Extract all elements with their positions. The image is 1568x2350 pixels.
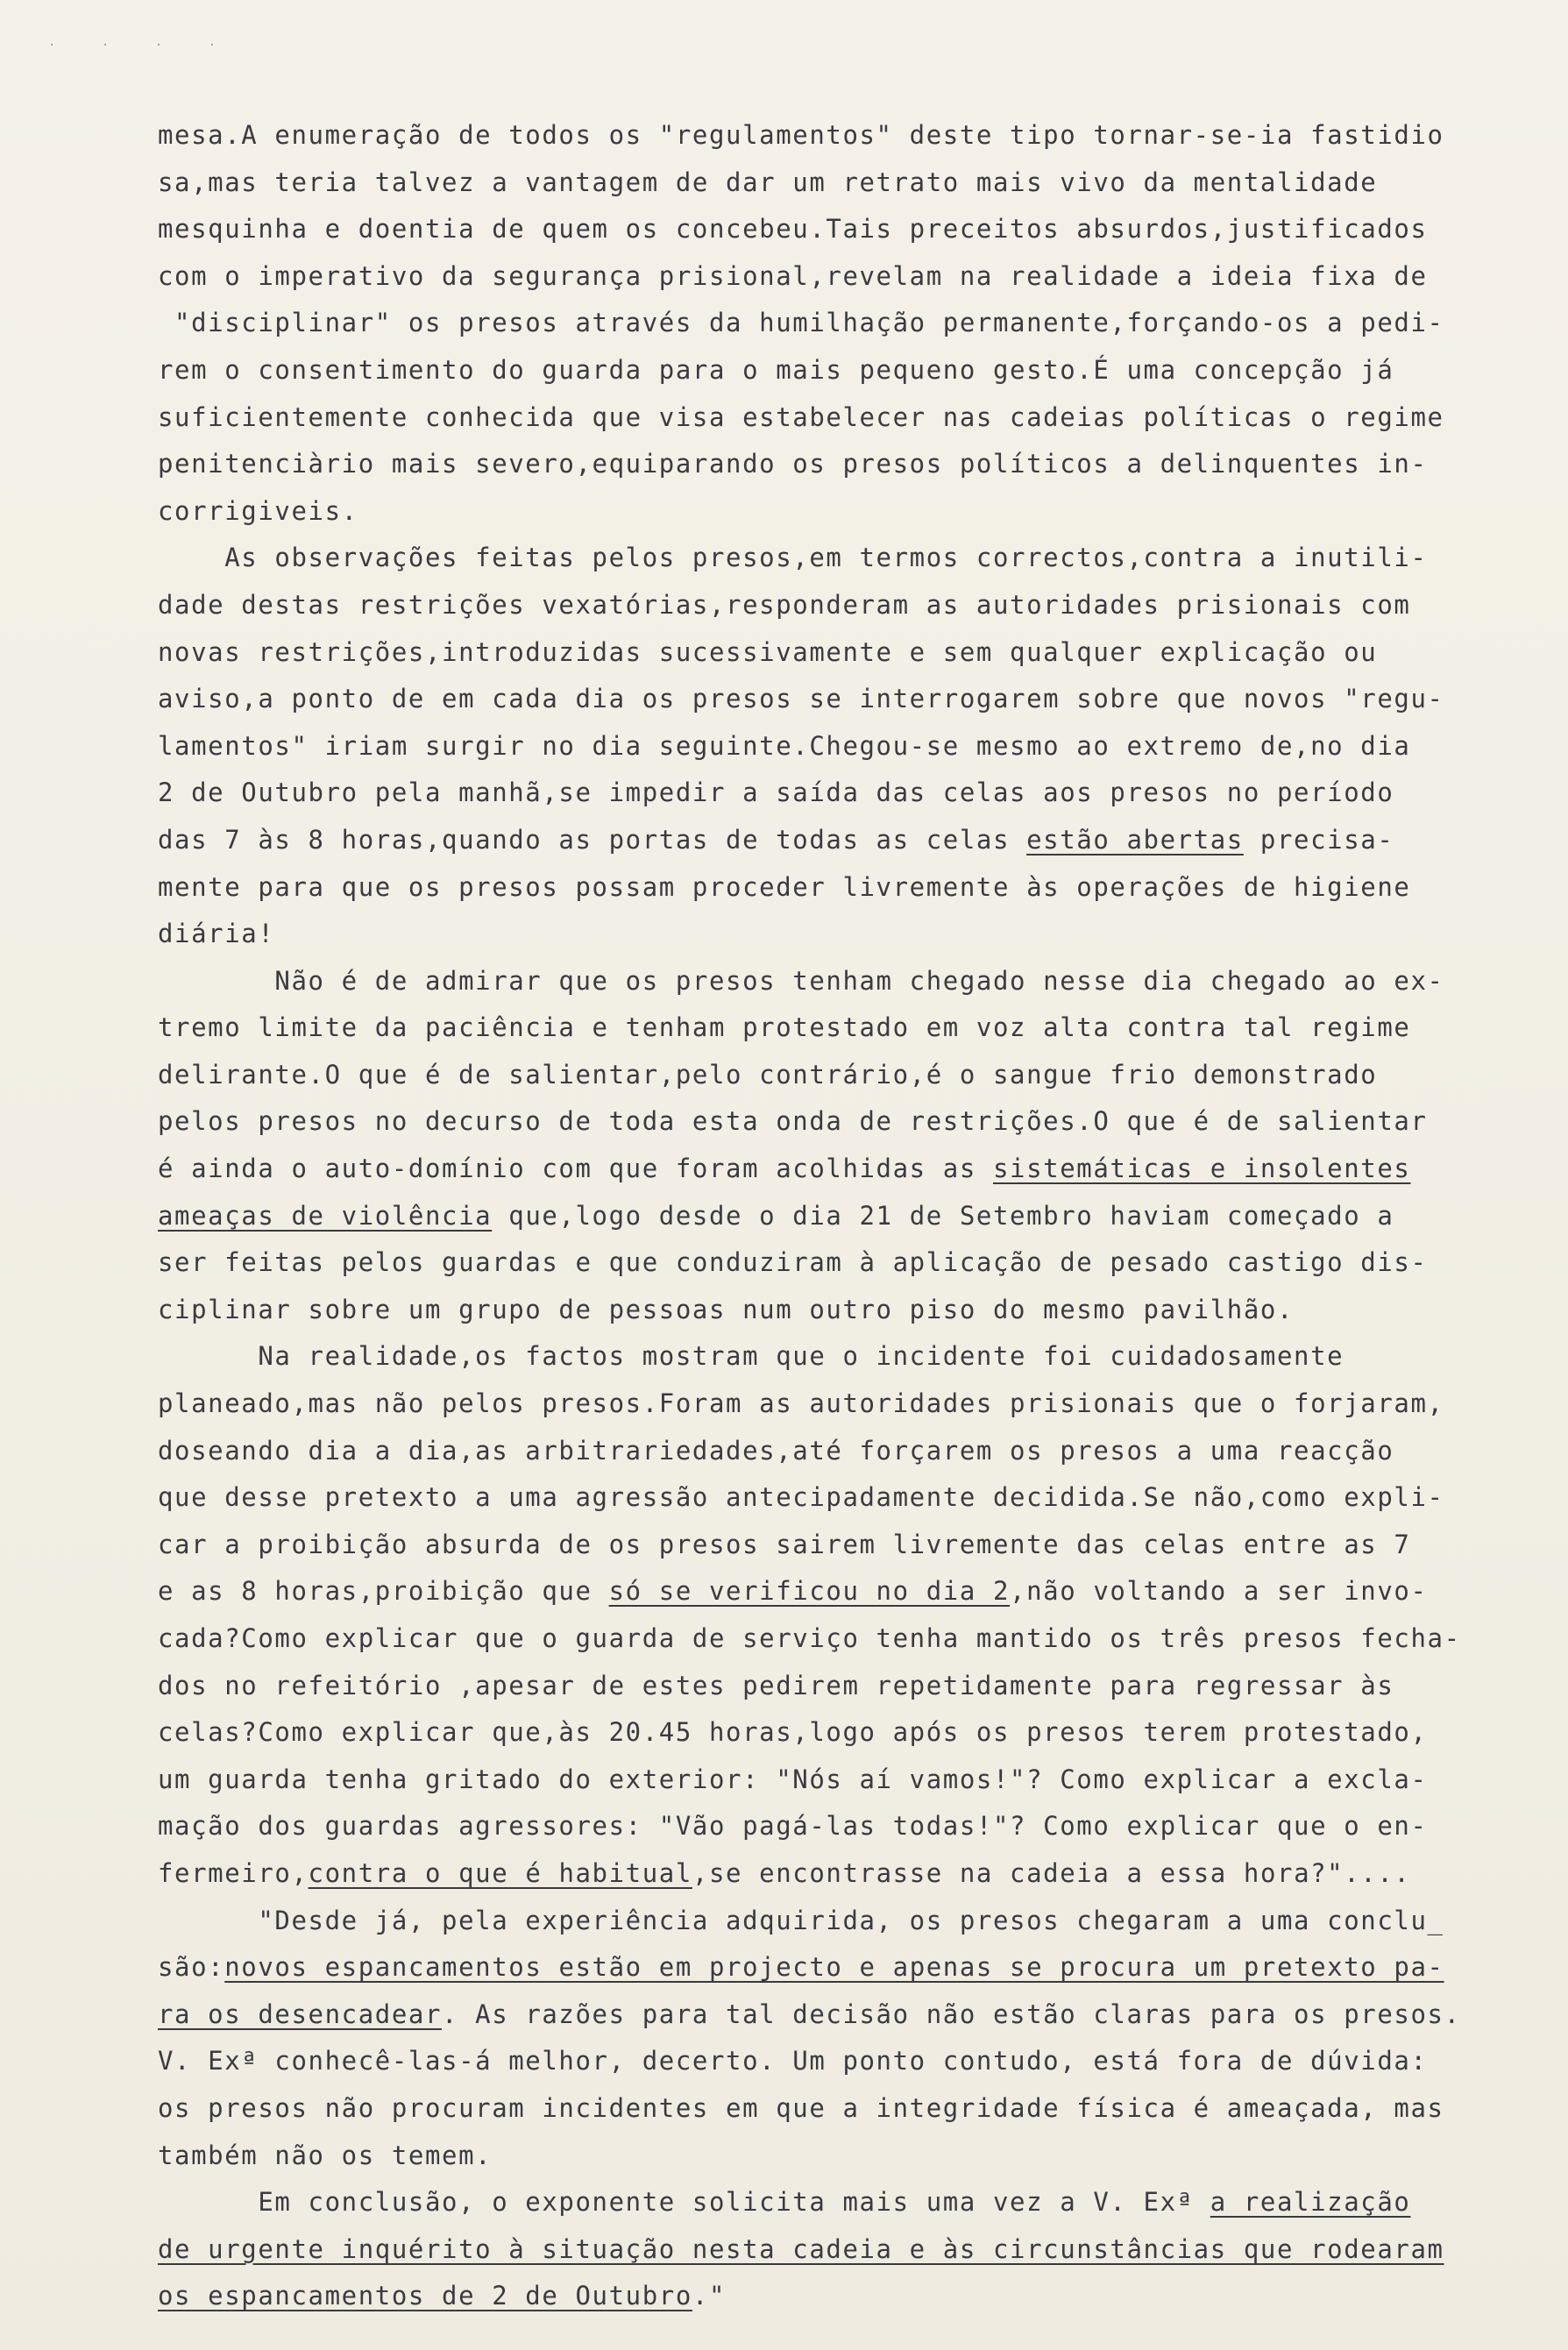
text-segment: mação dos guardas agressores: "Vão pagá-las todas!"? Como explicar que o en-	[158, 1811, 1428, 1842]
text-segment: precisa-	[1243, 824, 1394, 855]
text-segment: "Desde já, pela experiência adquirida, os presos chegaram a uma conclu_	[158, 1905, 1444, 1935]
text-line	[158, 1615, 1490, 1663]
text-line	[158, 1146, 1490, 1193]
text-line	[158, 300, 1490, 347]
text-line	[158, 1709, 1490, 1757]
underlined-text: ra os desencadear	[158, 1999, 443, 2029]
text-line	[158, 1898, 1490, 1945]
text-line	[158, 629, 1490, 677]
text-line	[158, 723, 1490, 770]
text-line	[158, 1944, 1490, 1991]
text-line	[158, 1287, 1490, 1334]
text-segment: das 7 às 8 horas,quando as portas de todas as celas	[158, 824, 1027, 855]
text-segment: delirante.O que é de salientar,pelo contrário,é o sangue frio demonstrado	[158, 1059, 1378, 1090]
text-line	[158, 160, 1490, 207]
underlined-text: contra o que é habitual	[308, 1857, 692, 1888]
paragraph	[158, 2179, 1490, 2320]
text-line	[158, 535, 1490, 582]
text-segment: penitenciàrio mais severo,equiparando os presos políticos a delinquentes in-	[158, 449, 1428, 479]
text-segment: ser feitas pelos guardas e que conduziram à aplicação de pesado castigo dis-	[158, 1247, 1428, 1278]
text-segment: sa,mas teria talvez a vantagem de dar um retrato mais vivo da mentalidade	[158, 167, 1378, 197]
text-segment: que desse pretexto a uma agressão antecipadamente decidida.Se não,como expli-	[158, 1482, 1444, 1513]
paragraph	[158, 112, 1490, 535]
text-segment: pelos presos no decurso de toda esta onda de restrições.O que é de salientar	[158, 1106, 1428, 1137]
text-segment: corrigiveis.	[158, 495, 358, 526]
text-segment: os presos não procuram incidentes em que a integridade física é ameaçada, mas	[158, 2092, 1444, 2123]
paragraph	[158, 1898, 1490, 2180]
text-segment: lamentos" iriam surgir no dia seguinte.Chegou-se mesmo ao extremo de,no dia	[158, 730, 1411, 761]
text-line	[158, 2226, 1490, 2274]
text-segment: ciplinar sobre um grupo de pessoas num outro piso do mesmo pavilhão.	[158, 1294, 1295, 1324]
text-segment: fermeiro,	[158, 1857, 309, 1888]
paragraph	[158, 1333, 1490, 1897]
text-segment: que,logo desde o dia 21 de Setembro haviam começado a	[492, 1200, 1394, 1231]
underlined-text: novos espancamentos estão em projecto e apenas se procura um pretexto pa-	[224, 1952, 1444, 1983]
text-line	[158, 1193, 1490, 1240]
text-segment: Em conclusão, o exponente solicita mais uma vez a V. Exª	[158, 2187, 1210, 2218]
text-segment: ."	[692, 2281, 727, 2311]
text-segment: Na realidade,os factos mostram que o incidente foi cuidadosamente	[158, 1341, 1345, 1372]
text-line	[158, 1333, 1490, 1381]
text-line	[158, 1474, 1490, 1522]
text-line	[158, 488, 1490, 536]
text-line	[158, 1568, 1490, 1615]
text-line	[158, 1381, 1490, 1428]
text-line	[158, 958, 1490, 1005]
text-segment: dos no refeitório ,apesar de estes pedirem repetidamente para regressar às	[158, 1670, 1394, 1700]
text-line	[158, 1991, 1490, 2039]
typed-letter-body	[158, 112, 1490, 2320]
text-segment: dade destas restrições vexatórias,responderam as autoridades prisionais com	[158, 589, 1411, 620]
underlined-text: estão abertas	[1026, 824, 1244, 855]
text-segment: 2 de Outubro pela manhã,se impedir a saída das celas aos presos no período	[158, 777, 1394, 808]
text-line	[158, 676, 1490, 723]
text-segment: e as 8 horas,proibição que	[158, 1576, 609, 1607]
text-segment: . As razões para tal decisão não estão claras para os presos.	[442, 1999, 1461, 2029]
text-line	[158, 770, 1490, 817]
text-segment: doseando dia a dia,as arbitrariedades,até forçarem os presos a uma reacção	[158, 1435, 1394, 1466]
text-segment: também não os temem.	[158, 2140, 493, 2170]
text-line	[158, 864, 1490, 912]
text-segment: são:	[158, 1952, 225, 1983]
text-line	[158, 2038, 1490, 2085]
text-line	[158, 394, 1490, 442]
text-line	[158, 1005, 1490, 1052]
text-segment: V. Exª conhecê-las-á melhor, decerto. Um ponto contudo, está fora de dúvida:	[158, 2046, 1428, 2077]
text-segment: Não é de admirar que os presos tenham chegado nesse dia chegado ao ex-	[158, 965, 1444, 996]
text-segment: ,não voltando a ser invo-	[1010, 1576, 1428, 1607]
text-segment: ,se encontrasse na cadeia a essa hora?"....	[692, 1857, 1411, 1888]
text-line	[158, 817, 1490, 864]
text-segment: "disciplinar" os presos através da humilhação permanente,forçando-os a pedi-	[158, 308, 1444, 338]
text-segment: com o imperativo da segurança prisional,revelam na realidade a ideia fixa de	[158, 260, 1428, 291]
text-line	[158, 1522, 1490, 1569]
text-line	[158, 206, 1490, 253]
text-segment: diária!	[158, 919, 275, 949]
text-segment: planeado,mas não pelos presos.Foram as autoridades prisionais que o forjaram,	[158, 1388, 1444, 1419]
text-segment: novas restrições,introduzidas sucessivamente e sem qualquer explicação ou	[158, 636, 1378, 667]
text-segment: aviso,a ponto de em cada dia os presos se interrogarem sobre que novos "regu-	[158, 684, 1444, 714]
text-line	[158, 1663, 1490, 1710]
text-segment: rem o consentimento do guarda para o mais pequeno gesto.É uma concepção já	[158, 354, 1394, 385]
text-segment: cada?Como explicar que o guarda de serviço tenha mantido os três presos fecha-	[158, 1623, 1461, 1653]
text-line	[158, 441, 1490, 488]
text-segment: suficientemente conhecida que visa estabelecer nas cadeias políticas o regime	[158, 401, 1444, 432]
text-line	[158, 1803, 1490, 1850]
text-line	[158, 1757, 1490, 1804]
text-segment: mesquinha e doentia de quem os concebeu.Tais preceitos absurdos,justificados	[158, 214, 1428, 245]
text-segment: mente para que os presos possam proceder livremente às operações de higiene	[158, 871, 1411, 902]
text-line	[158, 1239, 1490, 1287]
text-line	[158, 2273, 1490, 2320]
text-line	[158, 911, 1490, 958]
text-line	[158, 1052, 1490, 1099]
text-segment: tremo limite da paciência e tenham protestado em voz alta contra tal regime	[158, 1012, 1411, 1043]
text-line	[158, 112, 1490, 160]
text-line	[158, 1850, 1490, 1898]
text-segment: As observações feitas pelos presos,em termos correctos,contra a inutili-	[158, 543, 1428, 573]
underlined-text: ameaças de violência	[158, 1200, 493, 1231]
text-segment: é ainda o auto-domínio com que foram acolhidas as	[158, 1154, 993, 1184]
paragraph	[158, 958, 1490, 1334]
underlined-text: só se verificou no dia 2	[608, 1576, 1011, 1607]
text-segment: um guarda tenha gritado do exterior: "Nós aí vamos!"? Como explicar a excla-	[158, 1764, 1428, 1794]
text-line	[158, 2085, 1490, 2133]
text-segment: mesa.A enumeração de todos os "regulamentos" deste tipo tornar-se-ia fastidio	[158, 120, 1444, 150]
text-line	[158, 2179, 1490, 2226]
text-line	[158, 582, 1490, 629]
text-segment: celas?Como explicar que,às 20.45 horas,logo após os presos terem protestado,	[158, 1717, 1428, 1748]
underlined-text: os espancamentos de 2 de Outubro	[158, 2281, 692, 2311]
text-line	[158, 253, 1490, 301]
text-line	[158, 1428, 1490, 1475]
underlined-text: de urgente inquérito à situação nesta cadeia e às circunstâncias que rodearam	[158, 2233, 1444, 2264]
corner-marks: . . . .	[48, 35, 236, 49]
text-line	[158, 2133, 1490, 2180]
underlined-text: a realização	[1210, 2187, 1411, 2218]
text-line	[158, 347, 1490, 394]
text-segment: car a proibição absurda de os presos sairem livremente das celas entre as 7	[158, 1529, 1411, 1559]
underlined-text: sistemáticas e insolentes	[992, 1154, 1411, 1184]
paragraph	[158, 535, 1490, 957]
text-line	[158, 1098, 1490, 1146]
